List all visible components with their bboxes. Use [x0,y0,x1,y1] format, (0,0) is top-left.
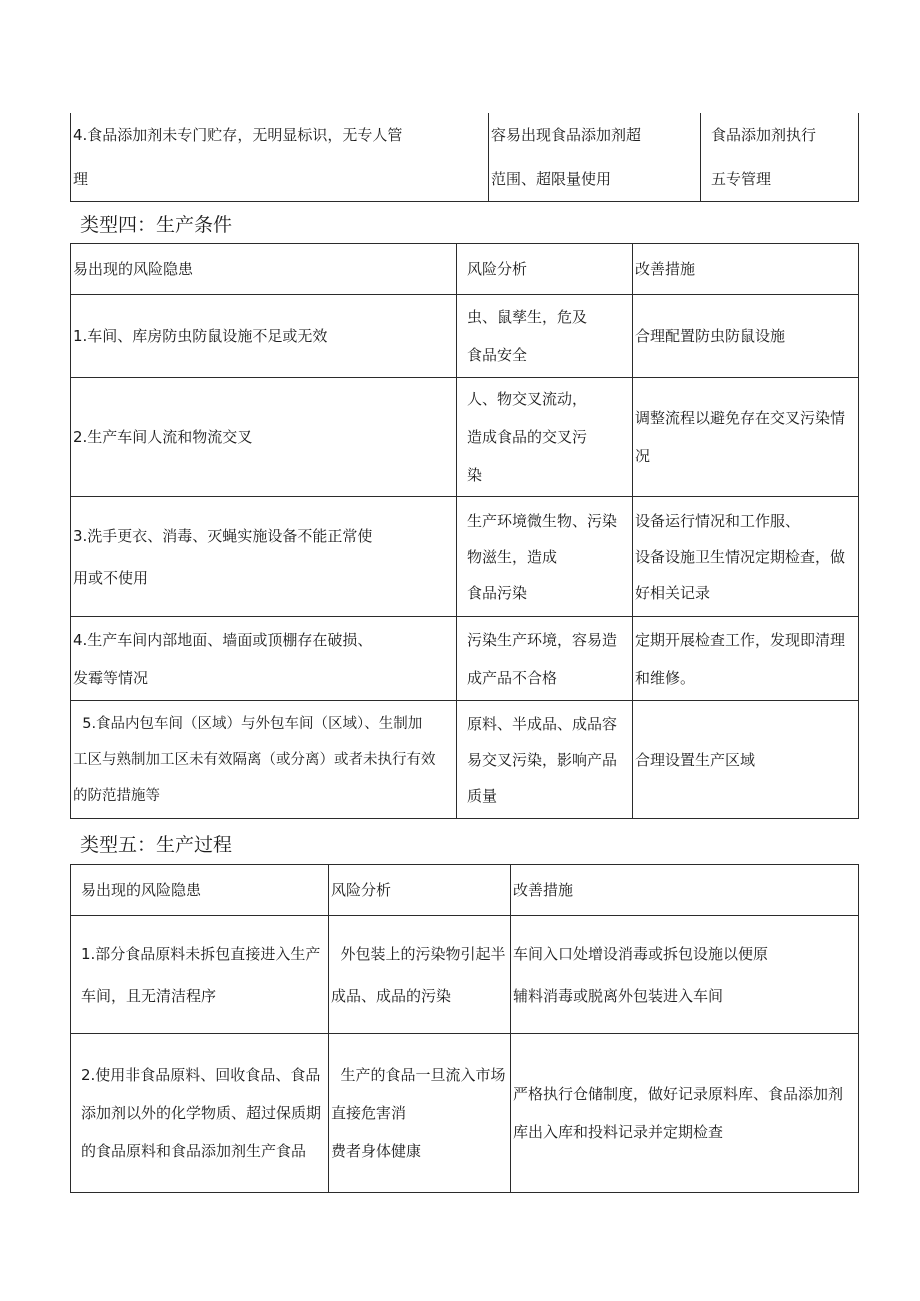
analysis-cell: 容易出现食品添加剂超 范围、超限量使用 [489,113,701,202]
header-risk: 易出现的风险隐患 [71,244,457,295]
table-row: 5.食品内包车间（区域）与外包车间（区域）、生制加 工区与熟制加工区未有效隔离（或分离）或者未执行有效 的防范措施等 原料、半成品、成品容 易交叉污染，影响产品 质量 合理设置生产区域 [71,701,859,819]
table-header-row [71,865,859,916]
table-row: 2.使用非食品原料、回收食品、食品 添加剂以外的化学物质、超过保质期 的食品原料和食品添加剂生产食品 生产的食品一旦流入市场 直接危害消 费者身体健康 严格执行仓储制度，做好记录原料库、食品添加剂 库出入库和投料记录并定期检查 [71,1034,859,1193]
table-row: 1.车间、库房防虫防鼠设施不足或无效 虫、鼠孳生，危及 食品安全 合理配置防虫防鼠设施 [71,295,859,378]
table-header-row [71,244,859,295]
section-title-production-conditions: 类型四：生产条件 [80,214,233,236]
measure-cell: 食品添加剂执行 五专管理 [701,113,859,202]
header-measure: 改善措施 [633,244,859,295]
header-analysis: 风险分析 [457,244,633,295]
table-row: 2.生产车间人流和物流交叉 人、物交叉流动， 造成食品的交叉污 染 调整流程以避免存在交叉污染情 况 [71,378,859,497]
header-measure: 改善措施 [511,865,859,916]
production-process-table [70,864,859,1193]
table-row [71,113,859,202]
risk-cell: 4.食品添加剂未专门贮存，无明显标识，无专人管 理 [71,113,489,202]
table-row: 4.生产车间内部地面、墙面或顶棚存在破损、 发霉等情况 污染生产环境，容易造 成产品不合格 定期开展检查工作，发现即清理 和维修。 [71,617,859,701]
section-title-production-process: 类型五：生产过程 [80,834,233,856]
header-analysis: 风险分析 [329,865,511,916]
continuation-table [70,113,859,202]
production-conditions-table [70,243,859,819]
header-risk: 易出现的风险隐患 [71,865,329,916]
table-row: 3.洗手更衣、消毒、灭蝇实施设备不能正常使 用或不使用 生产环境微生物、污染 物滋生，造成 食品污染 设备运行情况和工作服、 设备设施卫生情况定期检查，做 好相关记录 [71,497,859,617]
table-row: 1.部分食品原料未拆包直接进入生产 车间，且无清洁程序 外包装上的污染物引起半 成品、成品的污染 车间入口处增设消毒或拆包设施以便原 辅料消毒或脱离外包装进入车间 [71,916,859,1034]
